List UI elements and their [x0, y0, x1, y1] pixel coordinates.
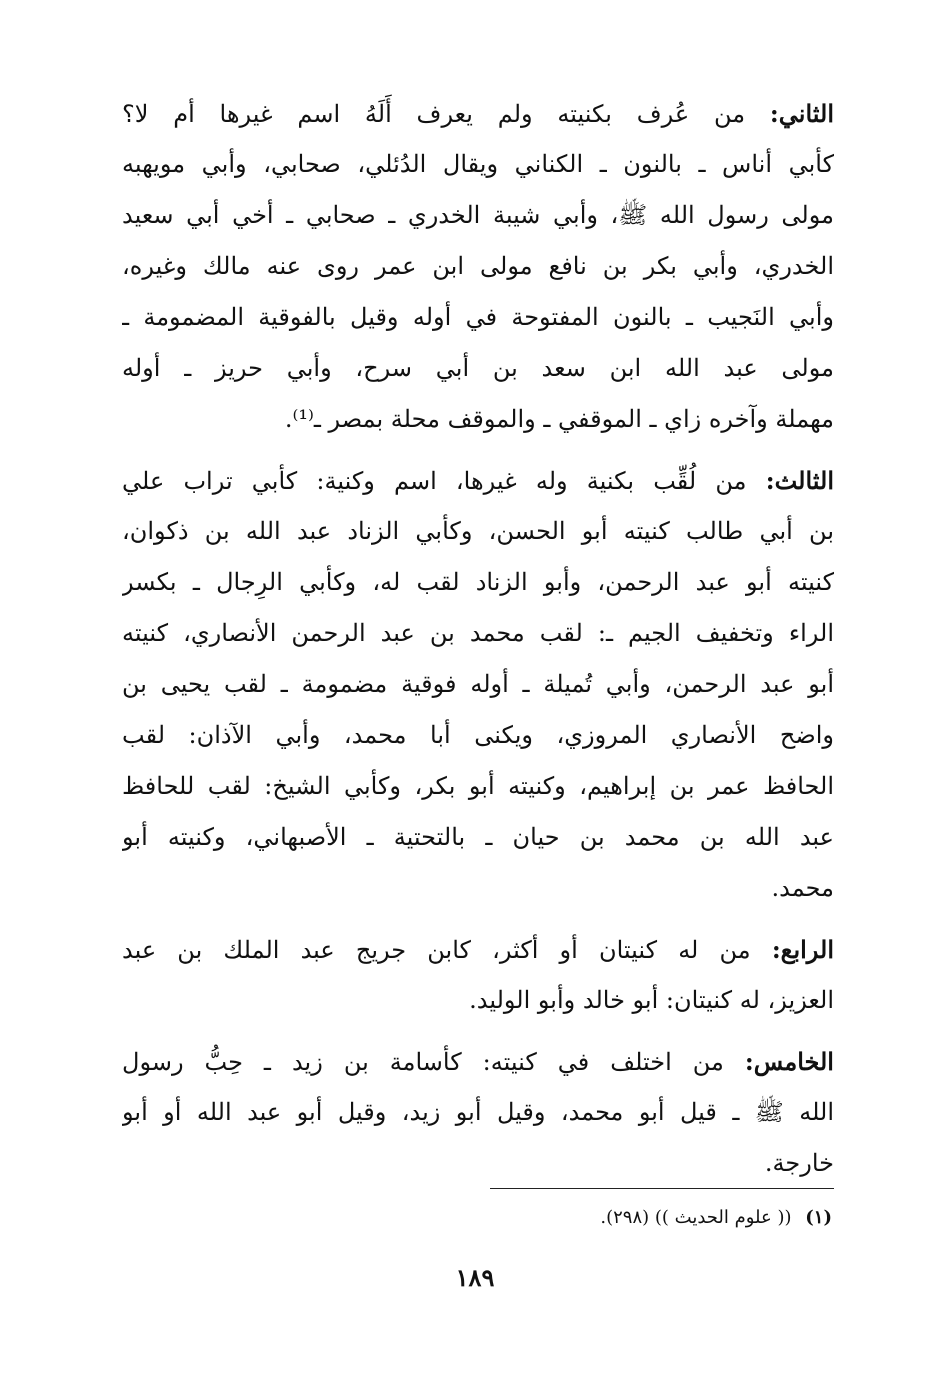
page-number: ١٨٩	[455, 1263, 495, 1292]
text-line: وأبي النَجيب ـ بالنون المفتوحة في أوله وقيل بالفوقية المضمومة ـ	[122, 303, 834, 331]
footnote	[600, 1198, 832, 1238]
text-line: مهملة وآخره زاي ـ الموقفي ـ والموقف محلة بمصر ـ⁽¹⁾.	[284, 405, 834, 433]
text-line: واضح الأنصاري المروزي، ويكنى أبا محمد، وأبي الآذان: لقب	[122, 721, 834, 749]
text-line: خارجة.	[764, 1149, 834, 1177]
line-text: من له كنيتان أو أكثر، كابن جريج عبد الملك بن عبد	[122, 936, 751, 964]
text-line: الخدري، وأبي بكر بن نافع مولى ابن عمر روى عنه مالك وغيره،	[122, 252, 834, 280]
footnote-text: (( علوم الحديث )) (٢٩٨).	[600, 1207, 792, 1228]
text-line: محمد.	[771, 874, 834, 902]
footnote-number: (١)	[805, 1207, 832, 1228]
page-body	[122, 88, 834, 1199]
section-heading: الثالث:	[765, 466, 834, 495]
text-line: أبو عبد الرحمن، وأبي تُميلة ـ أوله فوقية مضمومة ـ لقب يحيى بن	[122, 670, 834, 698]
text-line	[122, 924, 834, 975]
text-line	[122, 1036, 834, 1087]
text-line: مولى عبد الله ابن سعد بن أبي سرح، وأبي حريز ـ أوله	[122, 354, 834, 382]
paragraph-second	[122, 88, 834, 445]
text-line: مولى رسول الله ﷺ، وأبي شيبة الخدري ـ صحابي ـ أخي أبي سعيد	[122, 201, 834, 229]
paragraph-third	[122, 455, 834, 914]
footnote-divider	[490, 1188, 834, 1189]
line-text: من عُرف بكنيته ولم يعرف أَلَهُ اسم غيرها أم لا؟	[122, 100, 746, 128]
section-heading: الرابع:	[771, 935, 834, 964]
line-text: من اختلف في كنيته: كأسامة بن زيد ـ حِبُّ رسول	[122, 1048, 724, 1076]
text-line: الراء وتخفيف الجيم ـ: لقب محمد بن عبد الرحمن الأنصاري، كنيته	[122, 619, 834, 647]
text-line: العزيز، له كنيتان: أبو خالد وأبو الوليد.	[469, 986, 834, 1014]
paragraph-fourth	[122, 924, 834, 1026]
text-line: كنيته أبو عبد الرحمن، وأبو الزناد لقب له، وكأبي الرِجال ـ بكسر	[122, 568, 834, 596]
text-line: بن أبي طالب كنيته أبو الحسن، وكأبي الزناد عبد الله بن ذكوان،	[122, 517, 834, 545]
text-line: كأبي أناس ـ بالنون ـ الكناني ويقال الدُئلي، صحابي، وأبي مويهبه	[122, 150, 834, 178]
section-heading: الخامس:	[744, 1047, 834, 1076]
text-line	[122, 455, 834, 506]
text-line	[122, 88, 834, 139]
text-line: عبد الله بن محمد بن حيان ـ بالتحتية ـ الأصبهاني، وكنيته أبو	[122, 823, 834, 851]
text-line: الله ﷺ ـ قيل أبو محمد، وقيل أبو زيد، وقيل أبو عبد الله أو أبو	[122, 1098, 834, 1126]
text-line: الحافظ عمر بن إبراهيم، وكنيته أبو بكر، وكأبي الشيخ: لقب للحافظ	[122, 772, 834, 800]
section-heading: الثاني:	[769, 99, 834, 128]
paragraph-fifth	[122, 1036, 834, 1189]
line-text: من لُقِّب بكنية وله غيرها، اسم وكنية: كأبي تراب علي	[122, 467, 747, 495]
